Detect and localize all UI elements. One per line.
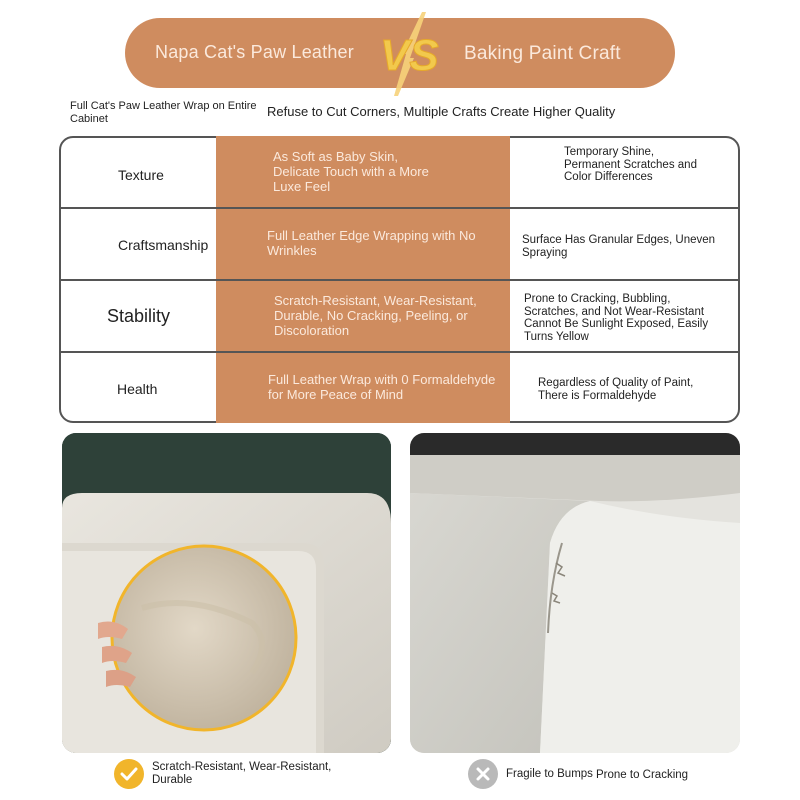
- row-label-texture: Texture: [118, 167, 164, 183]
- vs-emblem: [376, 8, 446, 98]
- row-divider: [59, 351, 740, 353]
- row-divider: [59, 207, 740, 209]
- leather-cabinet-image: [62, 433, 391, 753]
- paint-photo: [410, 433, 740, 753]
- cross-icon: [468, 759, 498, 789]
- paint-label: Baking Paint Craft: [464, 43, 621, 64]
- paint-cabinet-image: [410, 433, 740, 753]
- paint-caption-cracking: Prone to Cracking: [596, 769, 689, 781]
- paint-caption-bumps: Fragile to Bumps: [506, 768, 593, 780]
- vs-text: VS: [380, 31, 439, 80]
- leather-caption: Scratch-Resistant, Wear-Resistant, Durable: [152, 761, 332, 786]
- paint-subtitle: Refuse to Cut Corners, Multiple Crafts Create Higher Quality: [267, 104, 616, 119]
- paint-cell-texture: Temporary Shine, Permanent Scratches and Color Differences: [564, 146, 697, 183]
- check-icon: [114, 759, 144, 789]
- leather-subtitle: Full Cat's Paw Leather Wrap on Entire Cabinet: [70, 100, 257, 125]
- row-divider: [59, 279, 740, 281]
- leather-cell-texture: As Soft as Baby Skin, Delicate Touch with a More Luxe Feel: [273, 149, 429, 194]
- leather-photo: [62, 433, 391, 753]
- row-label-health: Health: [117, 381, 158, 397]
- leather-label: Napa Cat's Paw Leather: [155, 42, 354, 62]
- paint-cell-health: Regardless of Quality of Paint, There is Formaldehyde: [538, 377, 694, 402]
- leather-cell-craftsmanship: Full Leather Edge Wrapping with No Wrinkles: [267, 228, 476, 258]
- leather-cell-stability: Scratch-Resistant, Wear-Resistant, Durable, No Cracking, Peeling, or Discoloration: [274, 293, 477, 338]
- leather-cell-health: Full Leather Wrap with 0 Formaldehyde for More Peace of Mind: [268, 372, 496, 402]
- paint-cell-stability: Prone to Cracking, Bubbling, Scratches, and Not Wear-Resistant Cannot Be Sunlight Exposed, Easily Turns Yellow: [524, 293, 709, 343]
- row-label-stability: Stability: [107, 306, 171, 326]
- paint-cell-craftsmanship: Surface Has Granular Edges, Uneven Spraying: [522, 234, 716, 259]
- row-label-craftsmanship: Craftsmanship: [118, 237, 209, 253]
